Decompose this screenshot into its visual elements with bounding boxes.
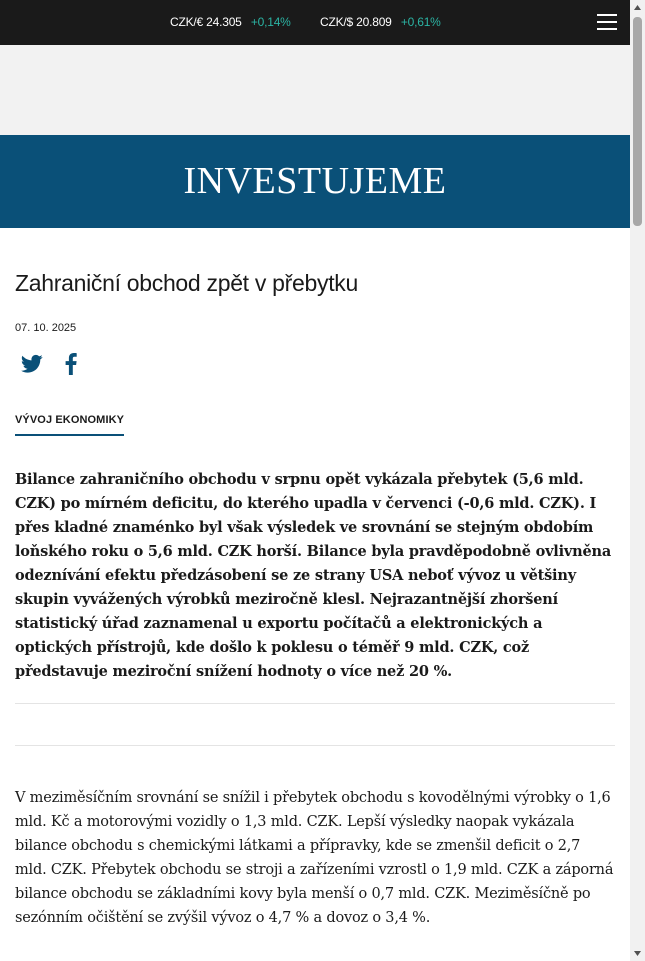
ticker-item-usd	[320, 15, 441, 29]
brand-banner	[0, 135, 630, 228]
ticker-change: +0,14%	[250, 15, 291, 29]
article-lead: Bilance zahraničního obchodu v srpnu opět vykázala přebytek (5,6 mld. CZK) po mírném deficitu, do kterého upadla v červenci (-0,6 mld. CZK). I přes kladné znaménko byl však výsledek ve srovnání se stejným obdobím loňského roku o 5,6 mld. CZK horší. Bilance byla pravděpodobně ovlivněna odeznívání efektu předzásobení se ze strany USA neboť vývoz u většiny skupin vyvážených výrobků meziročně klesl. Nejrazantnější zhoršení statistický úřad zaznamenal u exportu počítačů a elektronických a optických přístrojů, kde došlo k poklesu o téměř 9 mld. CZK, což představuje meziroční snížení hodnoty o více než 20 %.	[15, 471, 612, 680]
ad-placeholder	[0, 45, 630, 135]
ticker-pair: CZK/$	[320, 15, 354, 29]
divider	[15, 745, 615, 746]
twitter-icon[interactable]	[21, 354, 43, 374]
site-logo[interactable]: INVESTUJEME	[183, 160, 447, 202]
ticker-value: 24.305	[206, 15, 242, 29]
divider	[15, 703, 615, 704]
currency-ticker-bar	[0, 0, 630, 45]
facebook-icon[interactable]	[63, 353, 79, 375]
ticker-item-eur	[170, 15, 291, 29]
ticker-value: 20.809	[356, 15, 392, 29]
scrollbar[interactable]	[630, 0, 645, 961]
article-date: 07. 10. 2025	[15, 322, 77, 334]
article-title: Zahraniční obchod zpět v přebytku	[15, 270, 358, 296]
scrollbar-thumb[interactable]	[633, 17, 642, 226]
scroll-up-arrow-icon[interactable]	[630, 0, 645, 15]
scroll-down-arrow-icon[interactable]	[630, 946, 645, 961]
ticker-pair: CZK/€	[170, 15, 204, 29]
category-tag[interactable]: VÝVOJ EKONOMIKY	[15, 414, 124, 436]
hamburger-menu-icon[interactable]	[597, 14, 617, 31]
ticker-change: +0,61%	[400, 15, 441, 29]
article-body-paragraph: V meziměsíčním srovnání se snížil i přebytek obchodu s kovodělnými výrobky o 1,6 mld. Kč a motorovými vozidly o 1,3 mld. CZK. Lepší výsledky naopak vykázala bilance obchodu s chemickými látkami a přípravky, kde se zmenšil deficit o 2,7 mld. CZK. Přebytek obchodu se stroji a zařízeními vzrostl o 1,9 mld. CZK a záporná bilance obchodu se základními kovy byla menší o 0,7 mld. CZK. Meziměsíčně po sezónním očištění se zvýšil vývoz o 4,7 % a dovoz o 3,4 %.	[15, 790, 614, 926]
